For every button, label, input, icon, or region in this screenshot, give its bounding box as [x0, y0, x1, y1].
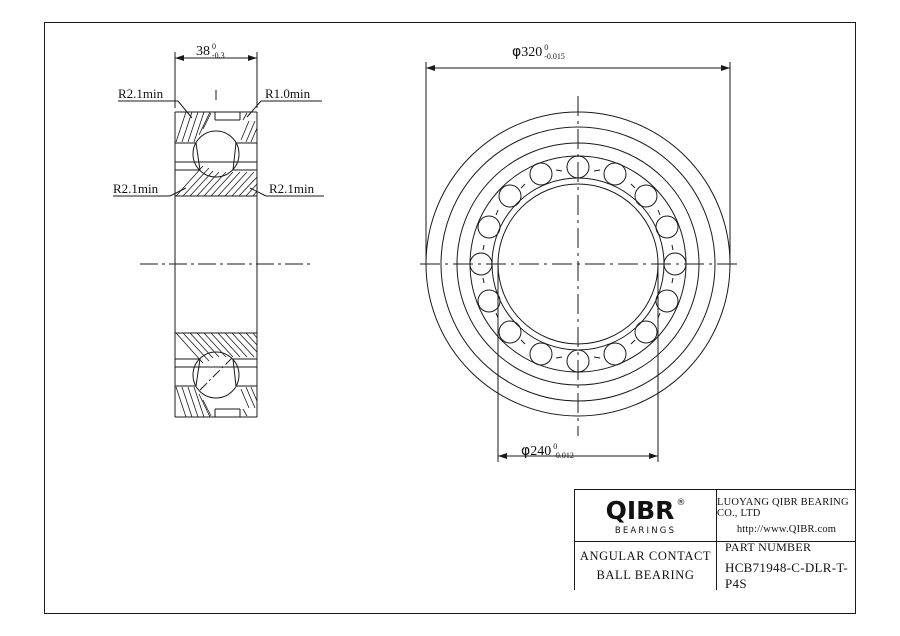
dimension-width-38: 38 0 -0.3	[196, 42, 225, 60]
brand-logo	[575, 490, 717, 541]
part-number-block	[717, 542, 856, 590]
company-name: LUOYANG QIBR BEARING CO., LTD	[717, 496, 849, 519]
note-chamfer-top-right: R1.0min	[265, 86, 311, 101]
company-info	[717, 490, 856, 541]
title-block	[574, 489, 856, 590]
note-chamfer-mid-left: R2.1min	[113, 181, 159, 196]
part-number-label: PART NUMBER	[725, 540, 812, 554]
registered-trademark-icon: ®	[676, 497, 686, 508]
part-number-value: HCB71948-C-DLR-T-P4S	[725, 560, 849, 591]
dimension-outer-diameter: φ320 0 -0.015	[512, 43, 565, 61]
company-url[interactable]: http://www.QIBR.com	[736, 523, 837, 535]
note-chamfer-top-left: R2.1min	[118, 86, 164, 101]
product-type-line1: ANGULAR CONTACT	[579, 549, 712, 563]
title-block-body	[575, 542, 856, 590]
brand-subtitle: BEARINGS	[614, 525, 677, 536]
brand-name: QIBR	[605, 495, 675, 525]
product-type-line2: BALL BEARING	[596, 568, 695, 582]
dimension-bore-diameter: φ240 0 -0.012	[521, 442, 574, 460]
note-chamfer-mid-right: R2.1min	[269, 181, 315, 196]
title-block-header	[575, 490, 856, 542]
product-type	[575, 542, 717, 590]
